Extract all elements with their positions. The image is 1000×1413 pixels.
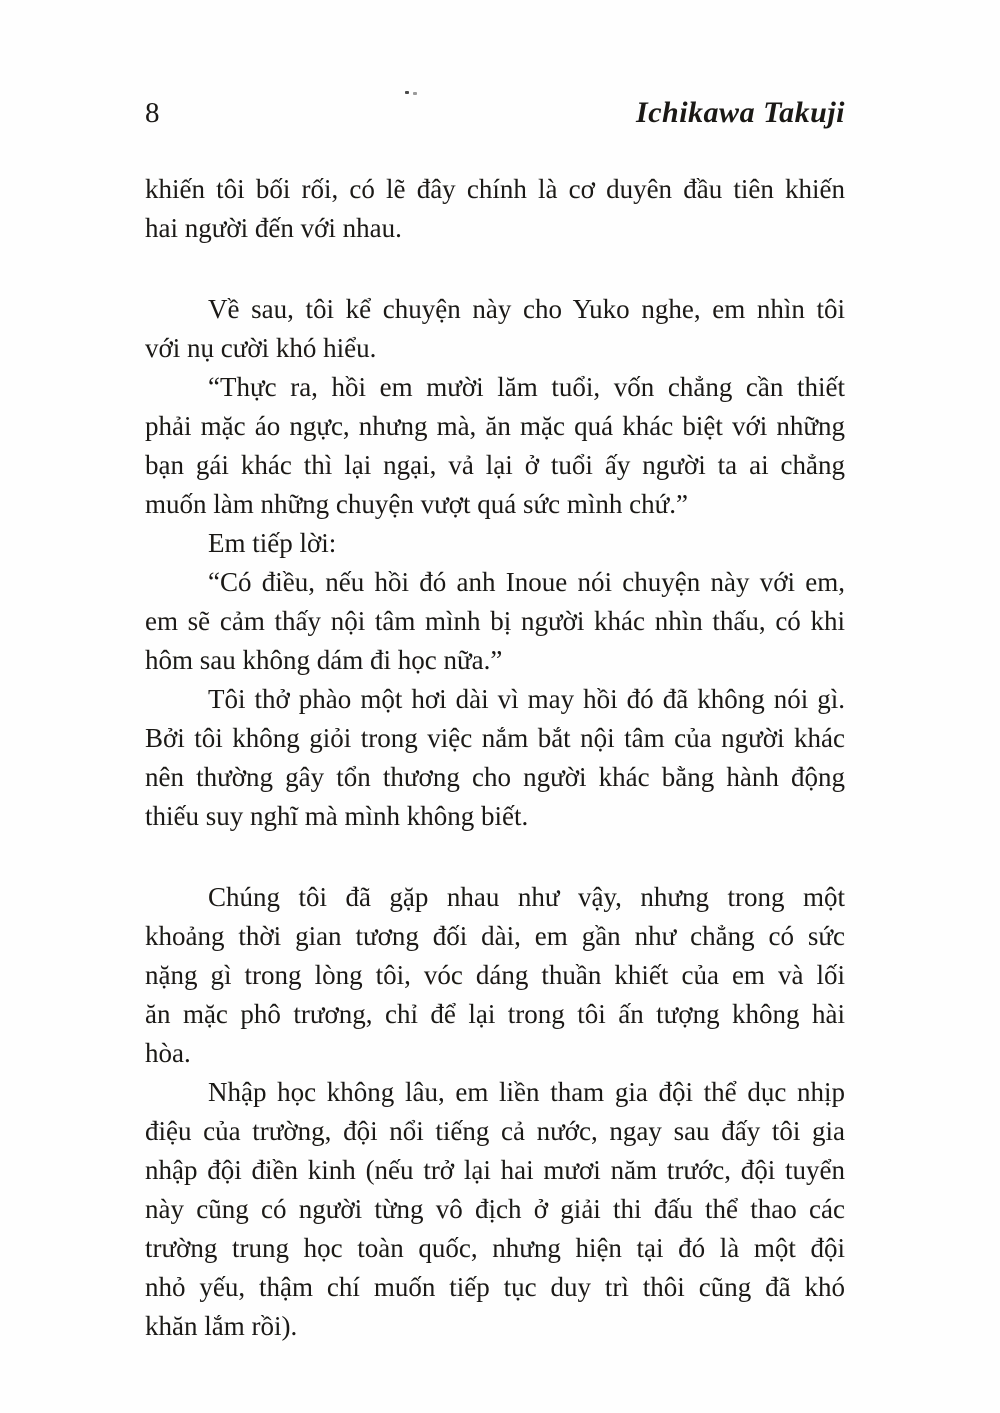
text-line: Nhập học không lâu, em liền tham gia đội thể dục nhịp: [208, 1077, 845, 1107]
text-line: điệu của trường, đội nổi tiếng cả nước, ngay sau đấy tôi gia: [145, 1116, 845, 1146]
text-line: này cũng có người từng vô địch ở giải thi đấu thể thao các: [145, 1194, 845, 1224]
text-line: hòa.: [145, 1038, 191, 1068]
text-line: khiến tôi bối rối, có lẽ đây chính là cơ duyên đầu tiên khiến: [145, 174, 845, 204]
text-line: Chúng tôi đã gặp nhau như vậy, nhưng trong một: [208, 882, 845, 912]
text-line: em sẽ cảm thấy nội tâm mình bị người khác nhìn thấu, có khi: [145, 606, 845, 636]
scan-speck-artifact: [405, 91, 409, 94]
text-line: Bởi tôi không giỏi trong việc nắm bắt nội tâm của người khác: [145, 723, 845, 753]
text-line: nên thường gây tổn thương cho người khác bằng hành động: [145, 762, 845, 792]
text-line: Tôi thở phào một hơi dài vì may hồi đó đã không nói gì.: [208, 684, 845, 714]
text-line: ăn mặc phô trương, chỉ để lại trong tôi ấn tượng không hài: [145, 999, 845, 1029]
text-line: hôm sau không dám đi học nữa.”: [145, 645, 503, 675]
text-line: nhỏ yếu, thậm chí muốn tiếp tục duy trì thôi cũng đã khó: [145, 1272, 845, 1302]
text-line: phải mặc áo ngực, nhưng mà, ăn mặc quá khác biệt với những: [145, 411, 845, 441]
text-line: Em tiếp lời:: [208, 528, 337, 558]
running-head-author: Ichikawa Takuji: [636, 96, 845, 129]
page-number: 8: [145, 97, 160, 129]
text-line: “Thực ra, hồi em mười lăm tuổi, vốn chẳng cần thiết: [208, 372, 845, 402]
text-line: Về sau, tôi kể chuyện này cho Yuko nghe, em nhìn tôi: [208, 294, 845, 324]
page-header: [145, 96, 845, 130]
text-line: bạn gái khác thì lại ngại, vả lại ở tuổi ấy người ta ai chẳng: [145, 450, 845, 480]
text-line: khoảng thời gian tương đối dài, em gần như chẳng có sức: [145, 921, 845, 951]
text-line: khăn lắm rồi).: [145, 1311, 298, 1341]
text-line: hai người đến với nhau.: [145, 213, 402, 243]
body-text: [145, 170, 845, 1346]
text-line: nặng gì trong lòng tôi, vóc dáng thuần khiết của em và lối: [145, 960, 845, 990]
text-line: nhập đội điền kinh (nếu trở lại hai mươi năm trước, đội tuyển: [145, 1155, 845, 1185]
text-line: với nụ cười khó hiểu.: [145, 333, 377, 363]
text-line: thiếu suy nghĩ mà mình không biết.: [145, 801, 529, 831]
text-line: muốn làm những chuyện vượt quá sức mình chứ.”: [145, 489, 688, 519]
text-line: “Có điều, nếu hồi đó anh Inoue nói chuyện này với em,: [208, 567, 845, 597]
text-line: trường trung học toàn quốc, nhưng hiện tại đó là một đội: [145, 1233, 845, 1263]
